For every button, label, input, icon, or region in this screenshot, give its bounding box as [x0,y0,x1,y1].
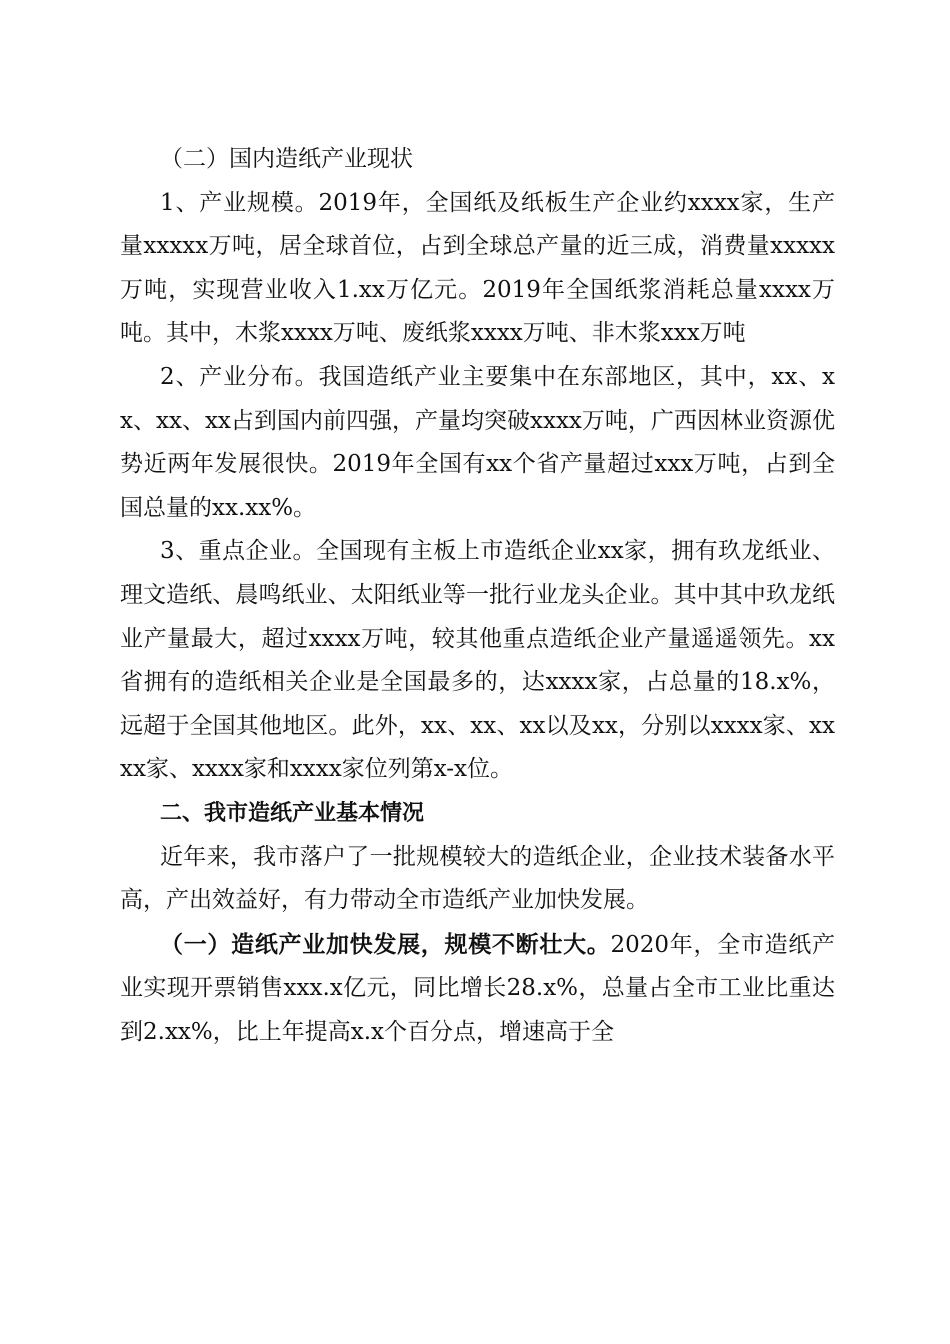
paragraph-industry-scale: 1、产业规模。2019年，全国纸及纸板生产企业约xxxx家，生产量xxxxx万吨，居全球首位，占到全球总产量的近三成，消费量xxxxx万吨，实现营业收入1.xx万亿元。2019年全国纸浆消耗总量xxxx万吨。其中，木浆xxxx万吨、废纸浆xxxx万吨、非木浆xxx万吨 [120,189,835,347]
document-body [120,138,835,1054]
paragraph-intro: 近年来，我市落户了一批规模较大的造纸企业，企业技术装备水平高，产出效益好，有力带动全市造纸产业加快发展。 [120,843,835,914]
paragraph-growth-body: 2020年，全市造纸产业实现开票销售xxx.x亿元，同比增长28.x%，总量占全市工业比重达到2.xx%，比上年提高x.x个百分点，增速高于全 [120,931,836,1045]
paragraph-industry-distribution: 2、产业分布。我国造纸产业主要集中在东部地区，其中，xx、xx、xx、xx占到国内前四强，产量均突破xxxx万吨，广西因林业资源优势近两年发展很快。2019年全国有xx个省产量超过xxx万吨，占到全国总量的xx.xx%。 [120,363,835,521]
paragraph-key-enterprises: 3、重点企业。全国现有主板上市造纸企业xx家，拥有玖龙纸业、理文造纸、晨鸣纸业、太阳纸业等一批行业龙头企业。其中其中玖龙纸业产量最大，超过xxxx万吨，较其他重点造纸企业产量遥遥领先。xx省拥有的造纸相关企业是全国最多的，达xxxx家，占总量的18.x%，远超于全国其他地区。此外，xx、xx、xx以及xx，分别以xxxx家、xxxx家、xxxx家和xxxx家位列第x-x位。 [120,538,835,783]
paragraph-growth-lead: （一）造纸产业加快发展，规模不断壮大。 [160,930,611,958]
section-sub-heading: （二）国内造纸产业现状 [160,146,413,172]
paragraph-growth [120,923,835,1055]
section-main-heading: 二、我市造纸产业基本情况 [160,800,425,826]
